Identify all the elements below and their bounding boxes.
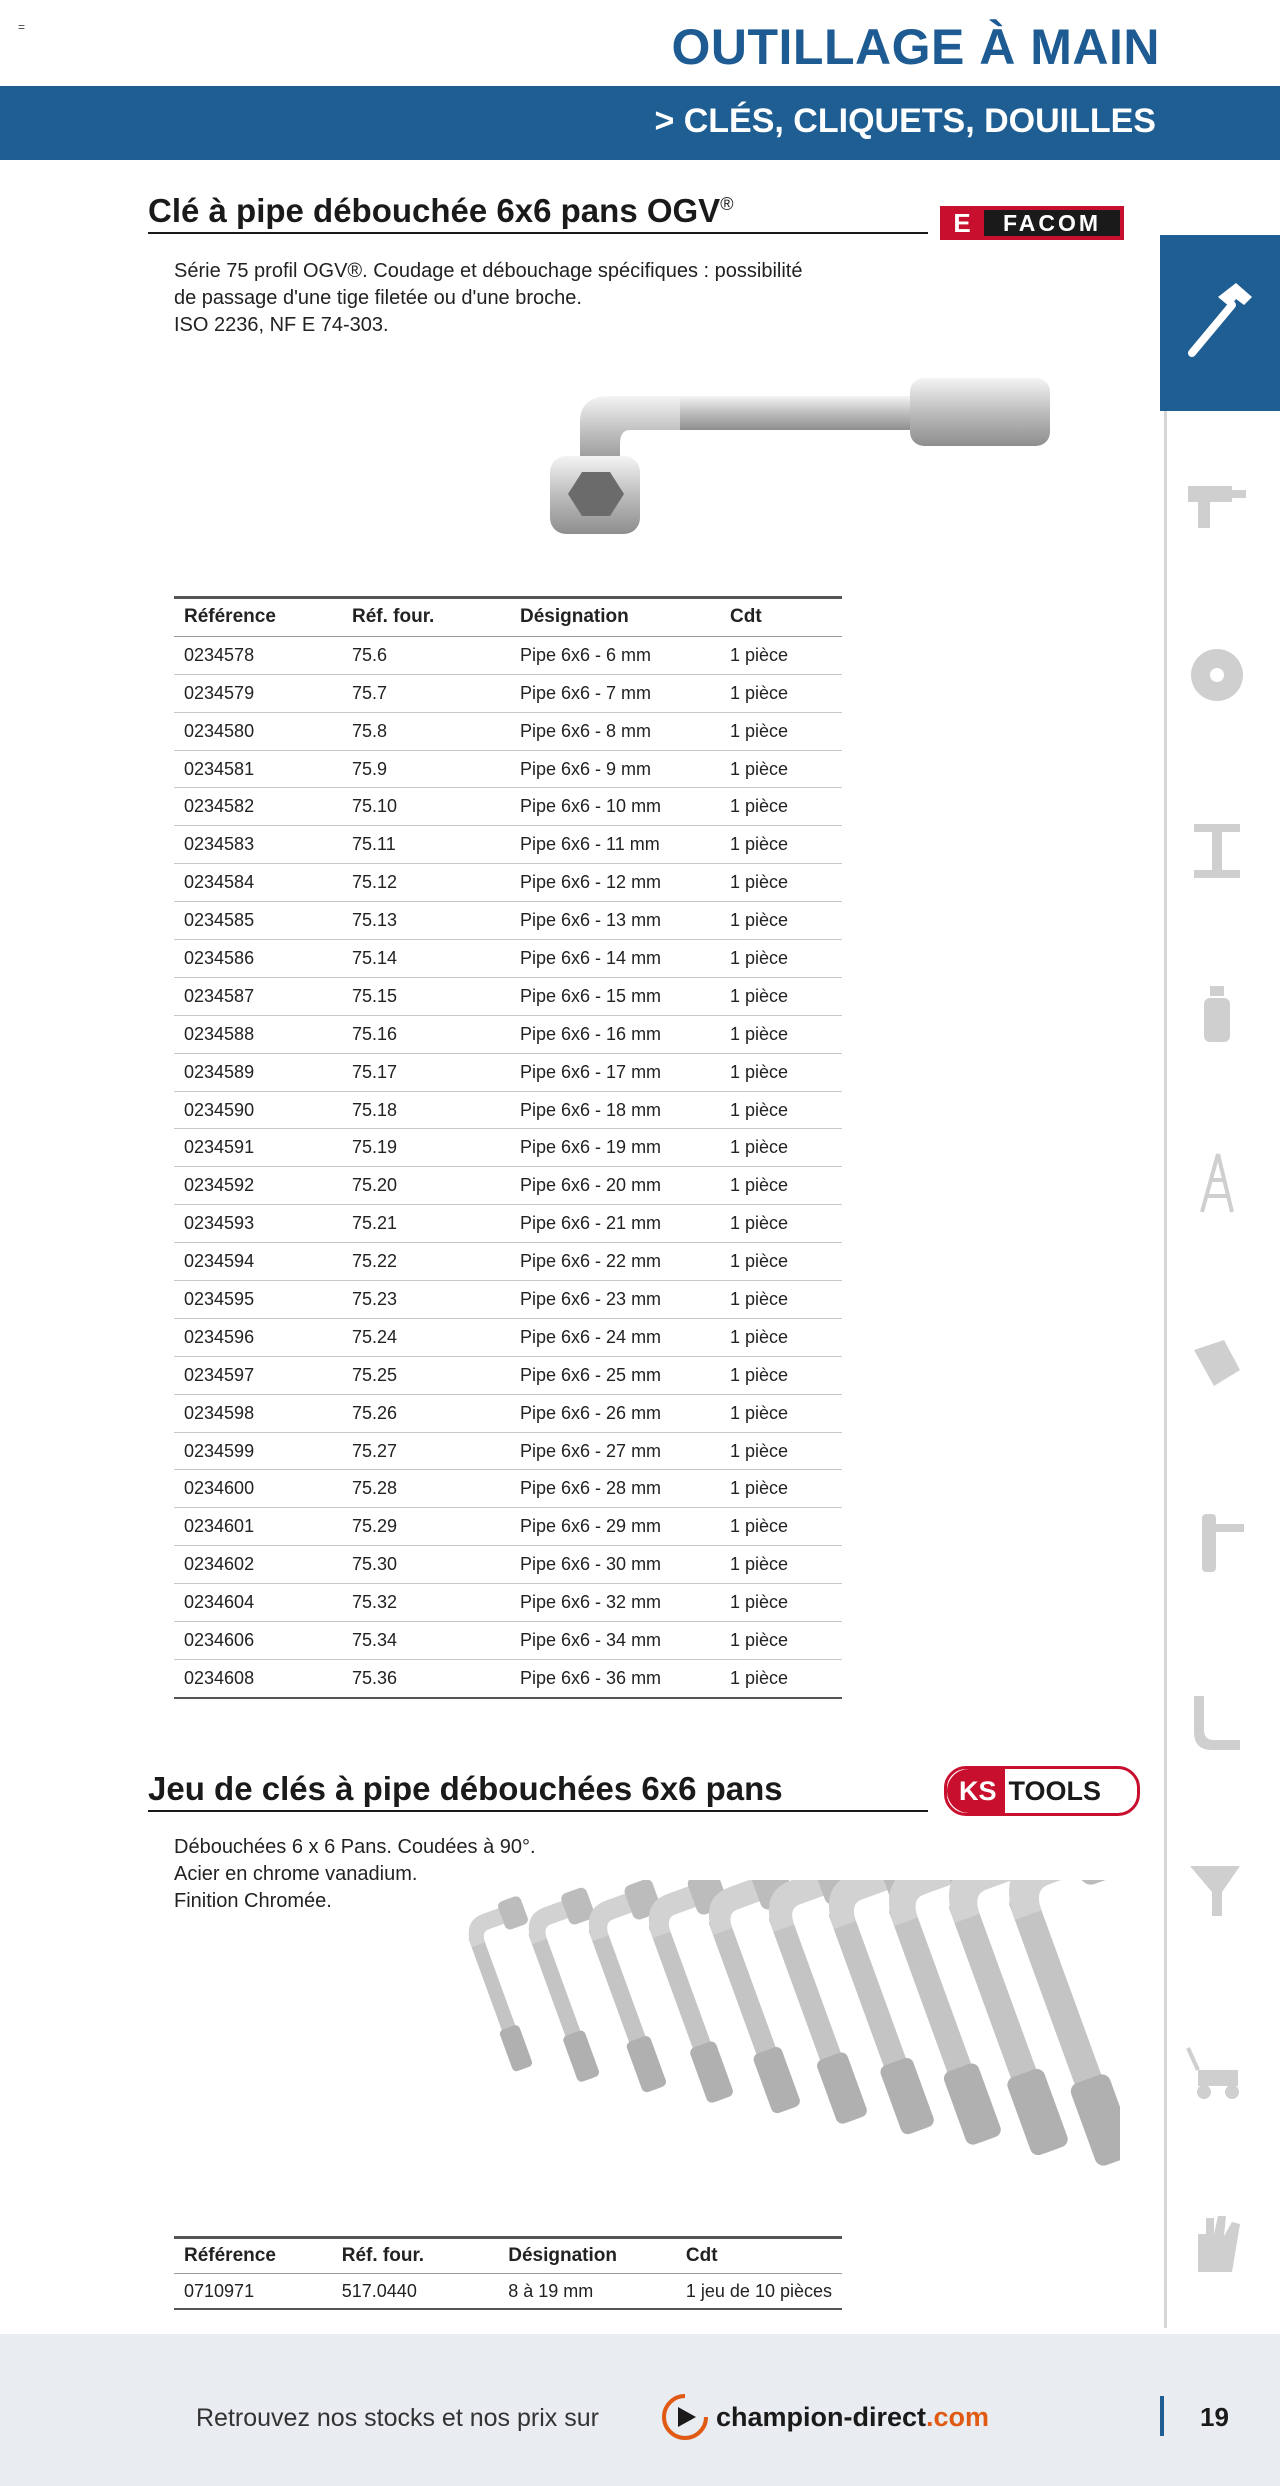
table-row	[174, 712, 842, 750]
wrench-piece	[516, 1886, 647, 2083]
table-cell: 1 jeu de 10 pièces	[676, 2274, 842, 2310]
table-row	[174, 1470, 842, 1508]
ks-tools-logo: KS TOOLS	[944, 1766, 1140, 1816]
table-row	[174, 864, 842, 902]
table-row	[174, 977, 842, 1015]
table-cell: 75.30	[342, 1546, 510, 1584]
table-cell: 1 pièce	[720, 902, 842, 940]
saw-blade-icon[interactable]	[1184, 642, 1250, 708]
table-cell: 0234583	[174, 826, 342, 864]
table-cell: 1 pièce	[720, 1281, 842, 1319]
table-cell: Pipe 6x6 - 22 mm	[510, 1243, 720, 1281]
category-subtitle[interactable]: > CLÉS, CLIQUETS, DOUILLES	[654, 102, 1156, 140]
table-row	[174, 1091, 842, 1129]
table-row	[174, 902, 842, 940]
table-cell: Pipe 6x6 - 21 mm	[510, 1205, 720, 1243]
table-row	[174, 674, 842, 712]
table-cell: 75.25	[342, 1356, 510, 1394]
table-cell: 75.6	[342, 636, 510, 674]
col-designation: Désignation	[510, 598, 720, 637]
pipe-icon[interactable]	[1184, 1690, 1250, 1756]
pipe-wrench-image	[540, 360, 1080, 540]
table-cell: Pipe 6x6 - 24 mm	[510, 1318, 720, 1356]
section-title-underline	[148, 1810, 928, 1812]
footer-text: Retrouvez nos stocks et nos prix sur	[196, 2404, 599, 2432]
table-row	[174, 1356, 842, 1394]
table-row	[174, 1508, 842, 1546]
table-cell: 1 pièce	[720, 1622, 842, 1660]
wrench-set-image	[420, 1880, 1120, 2200]
table-cell: 75.11	[342, 826, 510, 864]
page-title: OUTILLAGE À MAIN	[671, 19, 1160, 75]
table-cell: 1 pièce	[720, 712, 842, 750]
table-cell: Pipe 6x6 - 14 mm	[510, 940, 720, 978]
table-row	[174, 788, 842, 826]
table-cell: 0234597	[174, 1356, 342, 1394]
table-cell: Pipe 6x6 - 9 mm	[510, 750, 720, 788]
table-cell: 1 pièce	[720, 674, 842, 712]
table-cell: 75.8	[342, 712, 510, 750]
table-cell: 1 pièce	[720, 636, 842, 674]
table-cell: 0234581	[174, 750, 342, 788]
table-cell: 0234600	[174, 1470, 342, 1508]
table-cell: 1 pièce	[720, 977, 842, 1015]
table-row	[174, 1129, 842, 1167]
play-arrow-icon	[662, 2394, 708, 2440]
table-cell: 1 pièce	[720, 940, 842, 978]
table-cell: Pipe 6x6 - 13 mm	[510, 902, 720, 940]
table-row	[174, 1205, 842, 1243]
table-cell: Pipe 6x6 - 27 mm	[510, 1432, 720, 1470]
table-row	[174, 1167, 842, 1205]
table-cell: 75.13	[342, 902, 510, 940]
table-cell: 0234591	[174, 1129, 342, 1167]
table-cell: 0234579	[174, 674, 342, 712]
funnel-icon[interactable]	[1184, 1856, 1250, 1922]
table-row	[174, 1318, 842, 1356]
table-cell: 1 pièce	[720, 1584, 842, 1622]
table-cell: 0234601	[174, 1508, 342, 1546]
sidebar-divider	[1164, 408, 1167, 2328]
table-cell: 75.26	[342, 1394, 510, 1432]
table-cell: 0234602	[174, 1546, 342, 1584]
table-cell: 1 pièce	[720, 1470, 842, 1508]
table-row	[174, 940, 842, 978]
table-cell: 517.0440	[332, 2274, 499, 2310]
section-title: Clé à pipe débouchée 6x6 pans OGV®	[148, 192, 734, 229]
table-cell: 0234608	[174, 1659, 342, 1697]
screw-icon[interactable]	[1184, 1330, 1250, 1396]
table-cell: Pipe 6x6 - 16 mm	[510, 1015, 720, 1053]
table-cell: Pipe 6x6 - 15 mm	[510, 977, 720, 1015]
table-cell: 1 pièce	[720, 1243, 842, 1281]
table-row	[174, 1053, 842, 1091]
section-title-underline	[148, 232, 928, 234]
table-cell: 0234595	[174, 1281, 342, 1319]
table-row	[174, 1584, 842, 1622]
table-row	[174, 1281, 842, 1319]
table-cell: 1 pièce	[720, 1356, 842, 1394]
glove-icon[interactable]	[1184, 2210, 1250, 2276]
table-row	[174, 1659, 842, 1697]
hammer-icon	[1160, 235, 1280, 411]
table-cell: 75.29	[342, 1508, 510, 1546]
table-row	[174, 1394, 842, 1432]
table-cell: 75.34	[342, 1622, 510, 1660]
table-row	[174, 636, 842, 674]
table-cell: 1 pièce	[720, 864, 842, 902]
table-cell: Pipe 6x6 - 17 mm	[510, 1053, 720, 1091]
table-row	[174, 826, 842, 864]
table-row	[174, 1546, 842, 1584]
table-row	[174, 2274, 842, 2310]
product-description: Série 75 profil OGV®. Coudage et débouchage spécifiques : possibilité de passage d'une tige filetée ou d'une broche. ISO 2236, NF E 74-303.	[174, 260, 803, 336]
lawn-mower-icon[interactable]	[1184, 2040, 1250, 2106]
spray-can-icon[interactable]	[1184, 980, 1250, 1046]
table-cell: 75.22	[342, 1243, 510, 1281]
table-cell: 75.17	[342, 1053, 510, 1091]
table-cell: 1 pièce	[720, 1129, 842, 1167]
table-row	[174, 750, 842, 788]
table-cell: Pipe 6x6 - 8 mm	[510, 712, 720, 750]
table-cell: 1 pièce	[720, 1091, 842, 1129]
table-cell: 1 pièce	[720, 750, 842, 788]
ladder-icon[interactable]	[1184, 1150, 1250, 1216]
table-cell: 0234596	[174, 1318, 342, 1356]
facom-logo: E FACOM	[940, 206, 1124, 240]
table-cell: 1 pièce	[720, 1508, 842, 1546]
table-cell: 1 pièce	[720, 1546, 842, 1584]
table-cell: 1 pièce	[720, 1394, 842, 1432]
table-cell: 75.16	[342, 1015, 510, 1053]
table-cell: 75.27	[342, 1432, 510, 1470]
reference-table	[174, 596, 842, 1699]
col-reference: Référence	[174, 598, 342, 637]
page-number: 19	[1200, 2402, 1229, 2432]
table-cell: 75.36	[342, 1659, 510, 1697]
beam-icon[interactable]	[1184, 818, 1250, 884]
table-row	[174, 1015, 842, 1053]
table-cell: Pipe 6x6 - 12 mm	[510, 864, 720, 902]
page-footer	[0, 2334, 1280, 2486]
col-supplier-ref: Réf. four.	[342, 598, 510, 637]
table-cell: 1 pièce	[720, 1318, 842, 1356]
table-cell: 0234594	[174, 1243, 342, 1281]
table-cell: Pipe 6x6 - 26 mm	[510, 1394, 720, 1432]
drill-icon[interactable]	[1184, 472, 1250, 538]
table-cell: 0234606	[174, 1622, 342, 1660]
table-cell: 75.20	[342, 1167, 510, 1205]
table-cell: Pipe 6x6 - 11 mm	[510, 826, 720, 864]
set-reference-table	[174, 2236, 842, 2310]
table-cell: 75.23	[342, 1281, 510, 1319]
table-cell: Pipe 6x6 - 30 mm	[510, 1546, 720, 1584]
table-cell: 0234585	[174, 902, 342, 940]
table-cell: 0234604	[174, 1584, 342, 1622]
sidebar-item-active[interactable]	[1160, 235, 1280, 411]
table-cell: Pipe 6x6 - 10 mm	[510, 788, 720, 826]
table-cell: 75.12	[342, 864, 510, 902]
table-cell: 1 pièce	[720, 1015, 842, 1053]
table-cell: Pipe 6x6 - 19 mm	[510, 1129, 720, 1167]
table-cell: 75.19	[342, 1129, 510, 1167]
table-cell: 0234582	[174, 788, 342, 826]
table-cell: 0234580	[174, 712, 342, 750]
table-cell: 0234589	[174, 1053, 342, 1091]
table-cell: Pipe 6x6 - 36 mm	[510, 1659, 720, 1697]
category-band	[0, 86, 1280, 160]
table-cell: 75.24	[342, 1318, 510, 1356]
website-link[interactable]: champion-direct.com	[716, 2402, 990, 2432]
table-cell: 1 pièce	[720, 1205, 842, 1243]
table-cell: 75.10	[342, 788, 510, 826]
table-cell: 75.15	[342, 977, 510, 1015]
table-cell: 0234578	[174, 636, 342, 674]
table-cell: 1 pièce	[720, 1432, 842, 1470]
col-supplier-ref: Réf. four.	[332, 2238, 499, 2274]
table-cell: 0234587	[174, 977, 342, 1015]
table-cell: 1 pièce	[720, 826, 842, 864]
table-cell: 75.9	[342, 750, 510, 788]
table-cell: 0234599	[174, 1432, 342, 1470]
table-cell: Pipe 6x6 - 20 mm	[510, 1167, 720, 1205]
menu-icon[interactable]: =	[18, 20, 26, 34]
table-cell: 0234586	[174, 940, 342, 978]
table-row	[174, 1432, 842, 1470]
table-cell: 75.14	[342, 940, 510, 978]
table-cell: 0710971	[174, 2274, 332, 2310]
table-cell: 0234588	[174, 1015, 342, 1053]
table-cell: 0234592	[174, 1167, 342, 1205]
footer-divider	[1160, 2396, 1164, 2436]
table-cell: 75.18	[342, 1091, 510, 1129]
table-cell: 75.28	[342, 1470, 510, 1508]
col-packaging: Cdt	[676, 2238, 842, 2274]
col-designation: Désignation	[498, 2238, 676, 2274]
table-cell: 1 pièce	[720, 1659, 842, 1697]
product-description-set: Débouchées 6 x 6 Pans. Coudées à 90°. Acier en chrome vanadium. Finition Chromée.	[174, 1836, 536, 1912]
table-cell: 0234590	[174, 1091, 342, 1129]
door-handle-icon[interactable]	[1184, 1510, 1250, 1576]
col-reference: Référence	[174, 2238, 332, 2274]
table-cell: 75.21	[342, 1205, 510, 1243]
table-cell: Pipe 6x6 - 18 mm	[510, 1091, 720, 1129]
table-cell: Pipe 6x6 - 29 mm	[510, 1508, 720, 1546]
section-title-set: Jeu de clés à pipe débouchées 6x6 pans	[148, 1770, 783, 1807]
table-cell: 1 pièce	[720, 788, 842, 826]
table-cell: 0234598	[174, 1394, 342, 1432]
table-cell: 0234593	[174, 1205, 342, 1243]
table-cell: 75.32	[342, 1584, 510, 1622]
table-cell: Pipe 6x6 - 32 mm	[510, 1584, 720, 1622]
table-cell: Pipe 6x6 - 34 mm	[510, 1622, 720, 1660]
table-cell: Pipe 6x6 - 28 mm	[510, 1470, 720, 1508]
col-packaging: Cdt	[720, 598, 842, 637]
table-row	[174, 1622, 842, 1660]
table-cell: 1 pièce	[720, 1167, 842, 1205]
table-cell: 1 pièce	[720, 1053, 842, 1091]
table-cell: 8 à 19 mm	[498, 2274, 676, 2310]
table-cell: Pipe 6x6 - 7 mm	[510, 674, 720, 712]
table-cell: 75.7	[342, 674, 510, 712]
table-cell: 0234584	[174, 864, 342, 902]
table-cell: Pipe 6x6 - 6 mm	[510, 636, 720, 674]
table-cell: Pipe 6x6 - 23 mm	[510, 1281, 720, 1319]
table-row	[174, 1243, 842, 1281]
table-cell: Pipe 6x6 - 25 mm	[510, 1356, 720, 1394]
